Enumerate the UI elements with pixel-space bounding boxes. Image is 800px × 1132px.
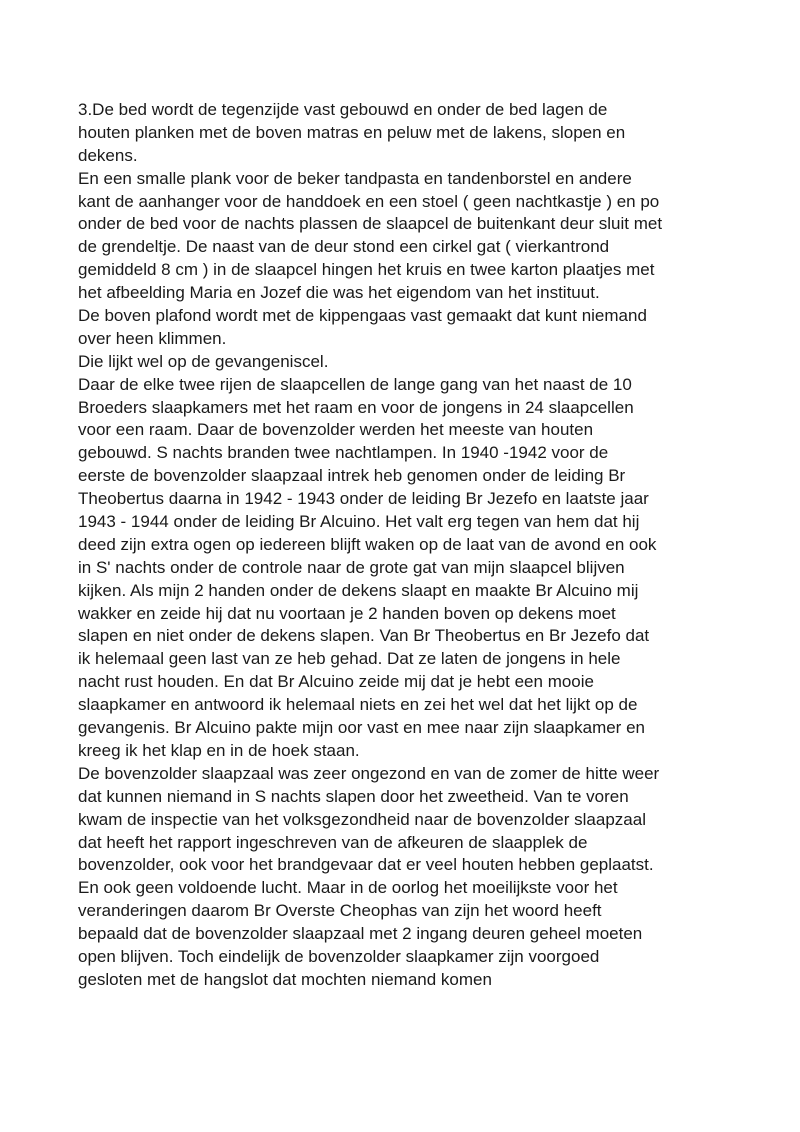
text-line: slapen en niet onder de dekens slapen. Van Br Theobertus en Br Jezefo dat — [78, 626, 650, 646]
text-line: bepaald dat de bovenzolder slaapzaal met 2 ingang deuren geheel moeten — [78, 924, 643, 944]
text-line: nacht rust houden. En dat Br Alcuino zeide mij dat je hebt een mooie — [78, 672, 594, 692]
text-line: over heen klimmen. — [78, 328, 227, 348]
text-line: eerste de bovenzolder slaapzaal intrek heb genomen onder de leiding Br — [78, 466, 626, 486]
text-line: Daar de elke twee rijen de slaapcellen de lange gang van het naast de 10 — [78, 374, 632, 394]
text-line: bovenzolder, ook voor het brandgevaar dat er veel houten hebben geplaatst. — [78, 855, 654, 875]
body-text — [78, 99, 748, 992]
text-line: 1943 - 1944 onder de leiding Br Alcuino. Het valt erg tegen van hem dat hij — [78, 512, 640, 532]
text-line: veranderingen daarom Br Overste Cheophas van zijn het woord heeft — [78, 901, 602, 921]
text-line: dat kunnen niemand in S nachts slapen door het zweetheid. Van te voren — [78, 786, 629, 806]
text-line: Broeders slaapkamers met het raam en voor de jongens in 24 slaapcellen — [78, 397, 634, 417]
text-line: slaapkamer en antwoord ik helemaal niets en zei het wel dat het lijkt op de — [78, 695, 638, 715]
text-line: En een smalle plank voor de beker tandpasta en tandenborstel en andere — [78, 168, 632, 188]
text-line: kijken. Als mijn 2 handen onder de dekens slaapt en maakte Br Alcuino mij — [78, 580, 639, 600]
text-line: 3.De bed wordt de tegenzijde vast gebouwd en onder de bed lagen de — [78, 100, 608, 119]
text-line: kreeg ik het klap en in de hoek staan. — [78, 740, 360, 760]
text-line: kwam de inspectie van het volksgezondheid naar de bovenzolder slaapzaal — [78, 809, 646, 829]
text-line: wakker en zeide hij dat nu voortaan je 2 handen boven op dekens moet — [78, 603, 616, 623]
text-line: de grendeltje. De naast van de deur stond een cirkel gat ( vierkantrond — [78, 237, 610, 257]
text-line: De bovenzolder slaapzaal was zeer ongezond en van de zomer de hitte weer — [78, 763, 660, 783]
text-line: gemiddeld 8 cm ) in de slaapcel hingen het kruis en twee karton plaatjes met — [78, 260, 655, 280]
text-line: De boven plafond wordt met de kippengaas vast gemaakt dat kunt niemand — [78, 306, 647, 326]
text-line: voor een raam. Daar de bovenzolder werden het meeste van houten — [78, 420, 594, 440]
text-line: Die lijkt wel op de gevangeniscel. — [78, 351, 329, 371]
text-line: in S' nachts onder de controle naar de grote gat van mijn slaapcel blijven — [78, 557, 625, 577]
text-line: kant de aanhanger voor de handdoek en een stoel ( geen nachtkastje ) en po — [78, 191, 660, 211]
text-line: gebouwd. S nachts branden twee nachtlampen. In 1940 -1942 voor de — [78, 443, 609, 463]
text-line: dat heeft het rapport ingeschreven van de afkeuren de slaapplek de — [78, 832, 588, 852]
text-line: Theobertus daarna in 1942 - 1943 onder de leiding Br Jezefo en laatste jaar — [78, 489, 649, 509]
text-line: dekens. — [78, 145, 138, 165]
text-line: open blijven. Toch eindelijk de bovenzolder slaapkamer zijn voorgoed — [78, 946, 600, 966]
text-line: onder de bed voor de nachts plassen de slaapcel de buitenkant deur sluit met — [78, 214, 663, 234]
text-line: En ook geen voldoende lucht. Maar in de oorlog het moeilijkste voor het — [78, 878, 618, 898]
text-line: gevangenis. Br Alcuino pakte mijn oor vast en mee naar zijn slaapkamer en — [78, 718, 645, 738]
text-line: ik helemaal geen last van ze heb gehad. Dat ze laten de jongens in hele — [78, 649, 621, 669]
text-line: deed zijn extra ogen op iedereen blijft waken op de laat van de avond en ook — [78, 534, 657, 554]
text-line: het afbeelding Maria en Jozef die was het eigendom van het instituut. — [78, 283, 600, 303]
text-line: gesloten met de hangslot dat mochten niemand komen — [78, 969, 492, 989]
text-line: houten planken met de boven matras en peluw met de lakens, slopen en — [78, 122, 626, 142]
